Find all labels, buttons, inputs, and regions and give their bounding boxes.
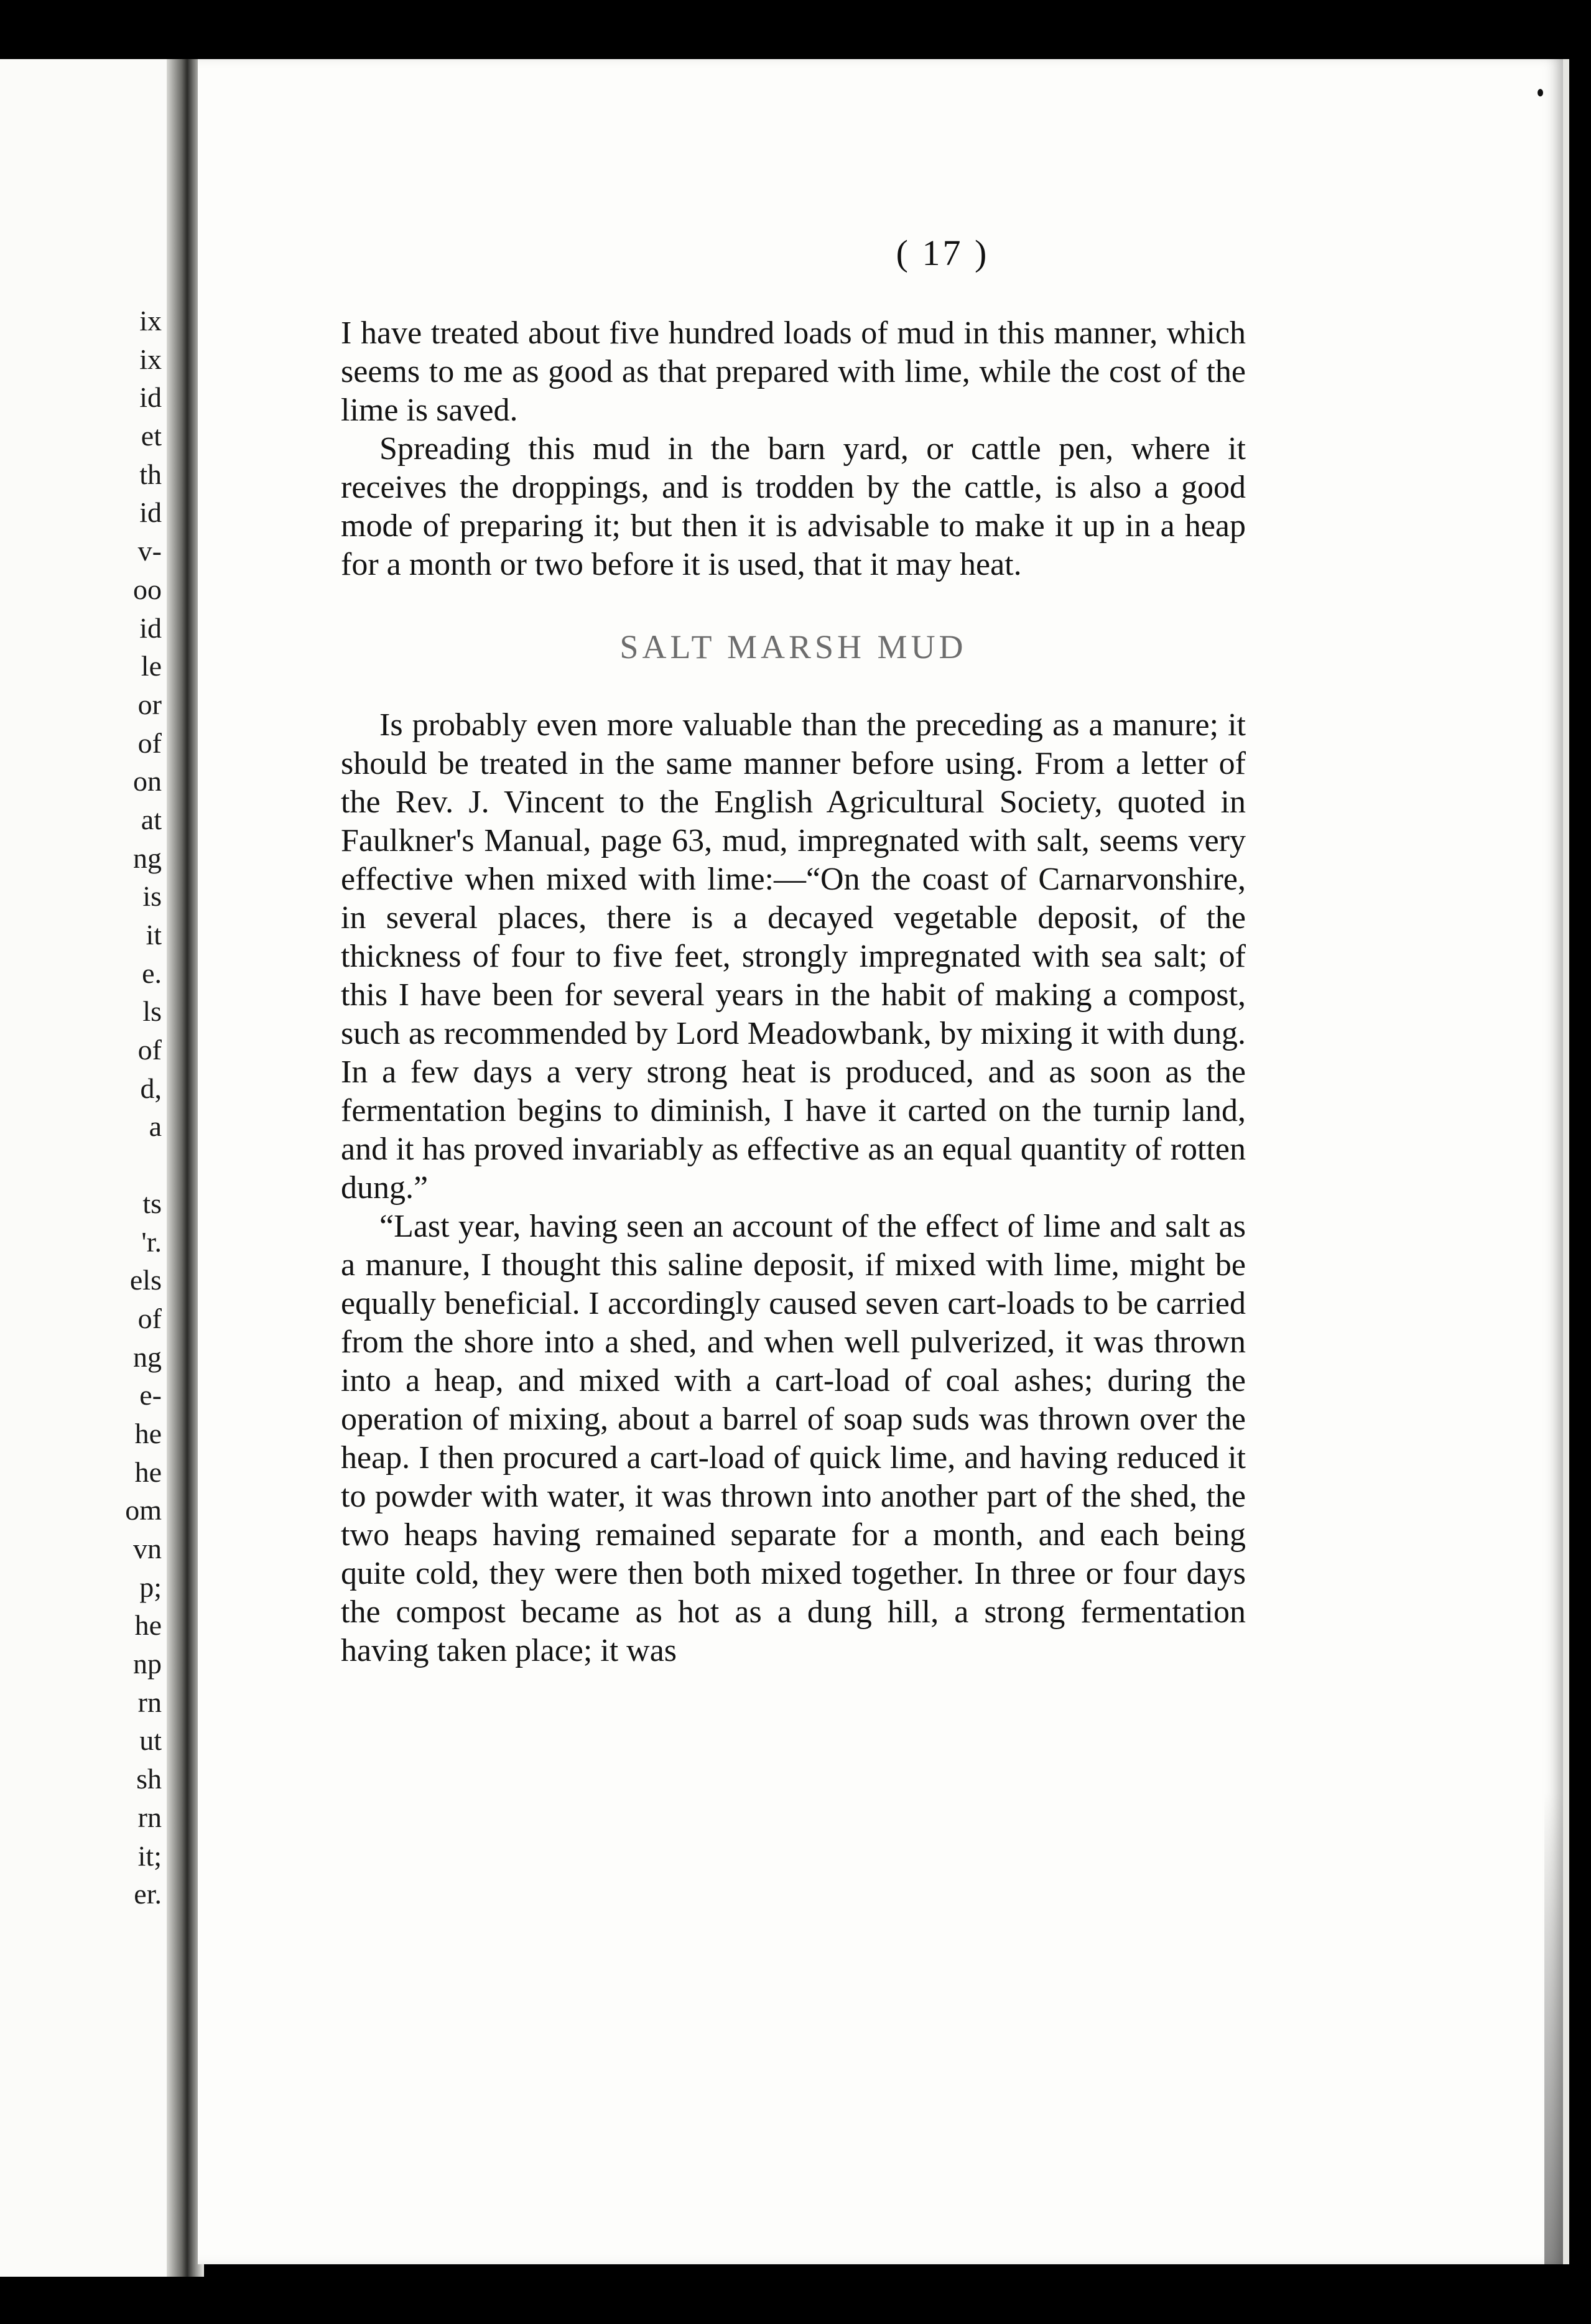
facing-page-fragment-line: oo — [133, 573, 162, 605]
facing-page-fragment-line: id — [139, 611, 162, 644]
facing-page-fragment-line — [125, 1146, 162, 1184]
facing-page-fragment-line: els — [129, 1264, 162, 1296]
facing-page-fragment-line: d, — [140, 1072, 162, 1104]
facing-page-fragment-line: he — [134, 1609, 162, 1642]
book-page — [198, 59, 1569, 2264]
facing-page-fragment-line: id — [139, 381, 162, 414]
facing-page-fragment-line: p; — [139, 1571, 162, 1603]
paragraph-2: Spreading this mud in the barn yard, or cattle pen, where it receives the droppings, and is trodden by the cattle, is also a good mode of preparing it; but then it is advisable to make it up in a heap for a month or two before it is used, that it may heat. — [341, 431, 1246, 582]
facing-page-fragment-line: 'r. — [141, 1225, 162, 1258]
facing-page-fragment-line: et — [141, 420, 162, 452]
facing-page-fragment-line: it; — [137, 1839, 162, 1872]
facing-page-fragment-line: he — [134, 1456, 162, 1488]
facing-page-fragment-line: of — [137, 1034, 162, 1066]
section-heading: SALT MARSH MUD — [619, 628, 967, 666]
facing-page-fragment-line: of — [137, 727, 162, 759]
facing-page-fragment-line: e. — [142, 957, 162, 989]
facing-page-line-endings — [125, 302, 162, 1913]
facing-page-fragment-line: a — [149, 1110, 162, 1143]
facing-page-fragment-line: he — [134, 1417, 162, 1449]
facing-page-fragment-line: ix — [139, 305, 162, 337]
facing-page-fragment-line: v- — [137, 535, 162, 567]
paragraph-3: Is probably even more valuable than the preceding as a manure; it should be treated in the same manner before using. From a letter of the Rev. J. Vincent to the English Agricultural Society, quoted in Faulkner's Manual, page 63, mud, impregnated with salt, seems very effective when mixed with lime:—“On the coast of Carnarvonshire, in several places, there is a decayed vegetable deposit, of the thickness of four to five feet, strongly impregnated with sea salt; of this I have been for several years in the habit of making a compost, such as recommended by Lord Meadowbank, by mixing it with dung. In a few days a very strong heat is produced, and as soon as the fermentation begins to diminish, I have it carted on the turnip land, and it has proved invariably as effective as an equal quantity of rotten dung.” — [341, 707, 1246, 1206]
facing-page-fragment-line: of — [137, 1302, 162, 1334]
paragraph-4: “Last year, having seen an account of the effect of lime and salt as a manure, I thought this saline deposit, if mixed with lime, might be equally beneficial. I accordingly caused seven cart-loads to be carried from the shore into a shed, and when well pulverized, it was thrown into a heap, and mixed with a cart-load of coal ashes; during the operation of mixing, about a barrel of soap suds was thrown over the heap. I then procured a cart-load of quick lime, and having reduced it to powder with water, it was thrown into another part of the shed, the two heaps having remained separate for a month, and each being quite cold, they were then both mixed together. In three or four days the compost became as hot as a dung hill, a strong fermentation having taken place; it was — [341, 1209, 1246, 1668]
facing-page-fragment-line: sh — [136, 1763, 162, 1795]
page-speck — [1538, 89, 1543, 96]
facing-page-fragment-line: is — [142, 880, 162, 913]
facing-page-fragment-line: er. — [134, 1878, 162, 1910]
facing-page-fragment-line: rn — [137, 1801, 162, 1833]
facing-page-fragment-line: it — [146, 919, 162, 951]
facing-page-fragment-line: e- — [139, 1379, 162, 1411]
page-body-text — [341, 314, 1246, 1670]
facing-page-fragment-line: id — [139, 496, 162, 529]
facing-page-fragment-line: on — [133, 765, 162, 797]
page-edge-shadow — [1544, 1792, 1563, 2264]
facing-page-fragment-line: ts — [142, 1187, 162, 1219]
facing-page-fragment-line: ls — [142, 995, 162, 1028]
paragraph-1: I have treated about five hundred loads of mud in this manner, which seems to me as good as that prepared with lime, while the cost of the lime is saved. — [341, 315, 1246, 428]
facing-page-fragment-line: ix — [139, 343, 162, 375]
facing-page-fragment-line: ng — [133, 1341, 162, 1373]
facing-page-fragment-line: th — [139, 458, 162, 490]
facing-page-fragment-line: rn — [137, 1686, 162, 1718]
facing-page-fragment-line: le — [141, 650, 162, 682]
facing-page-fragment-line: ng — [133, 842, 162, 874]
facing-page-fragment-line: or — [137, 688, 162, 720]
facing-page-fragment-line: ut — [139, 1724, 162, 1757]
page-number: ( 17 ) — [896, 233, 990, 273]
facing-page-fragment-line: om — [125, 1494, 162, 1527]
facing-page-fragment-line: np — [133, 1648, 162, 1680]
facing-page-fragment-line: at — [141, 803, 162, 835]
facing-page-fragment — [0, 59, 167, 2277]
facing-page-fragment-line: vn — [133, 1533, 162, 1564]
